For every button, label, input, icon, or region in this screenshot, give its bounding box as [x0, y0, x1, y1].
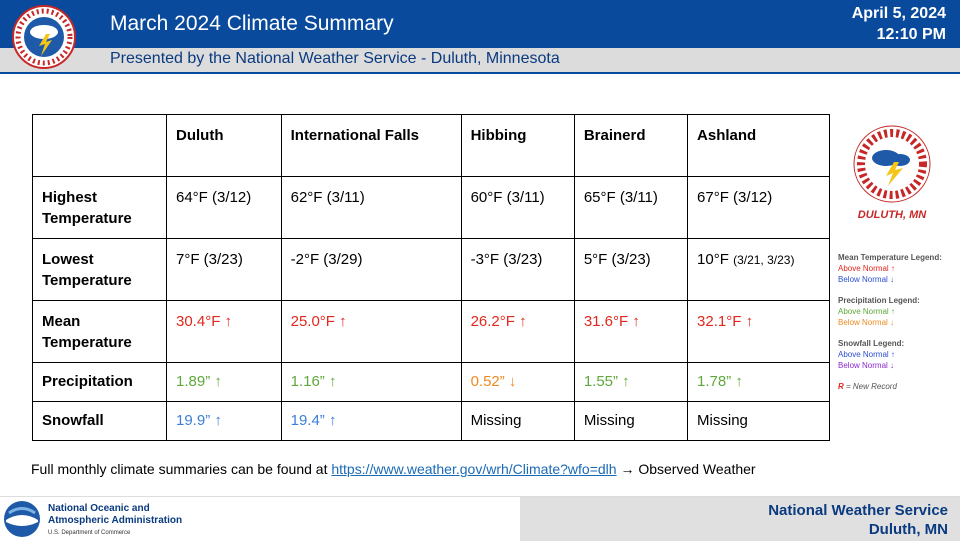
legend-snow-above: Above Normal ↑	[838, 350, 895, 359]
row-label: Mean Temperature	[33, 301, 167, 363]
nws-footer-line2: Duluth, MN	[868, 521, 948, 538]
table-cell: 5°F (3/23)	[574, 239, 687, 301]
table-row	[33, 177, 830, 239]
report-time: 12:10 PM	[876, 26, 946, 43]
logo-caption: DULUTH, MN	[857, 209, 927, 221]
nws-duluth-logo-icon	[848, 120, 936, 224]
legend-precip-title: Precipitation Legend:	[838, 296, 920, 305]
cell-value: 10°F	[697, 251, 729, 268]
noaa-line1: National Oceanic and	[48, 503, 150, 514]
column-header: Duluth	[167, 115, 282, 177]
table-cell: 26.2°F ↑	[461, 301, 574, 363]
legend-record-text: = New Record	[843, 382, 897, 391]
legend-mean-above: Above Normal ↑	[838, 264, 895, 273]
noaa-dept: U.S. Department of Commerce	[48, 530, 131, 536]
table-cell: 1.89” ↑	[167, 363, 282, 402]
column-header: Ashland	[688, 115, 830, 177]
row-label: Precipitation	[33, 363, 167, 402]
table-cell: 7°F (3/23)	[167, 239, 282, 301]
column-header: Brainerd	[574, 115, 687, 177]
header	[0, 0, 960, 72]
table-cell: 65°F (3/11)	[574, 177, 687, 239]
legend	[838, 252, 956, 392]
date-time	[852, 3, 946, 45]
table-cell: 25.0°F ↑	[281, 301, 461, 363]
table-cell: Missing	[688, 402, 830, 441]
footnote-suffix: → Observed Weather	[616, 461, 756, 477]
footer-right-panel	[520, 497, 960, 541]
table-cell: 19.4” ↑	[281, 402, 461, 441]
footnote	[31, 461, 756, 477]
nws-logo-icon	[6, 4, 82, 70]
table-row	[33, 301, 830, 363]
table-cell: 1.16” ↑	[281, 363, 461, 402]
noaa-logo-icon	[3, 500, 41, 538]
row-label: Lowest Temperature	[33, 239, 167, 301]
table-cell: 64°F (3/12)	[167, 177, 282, 239]
table-cell: 32.1°F ↑	[688, 301, 830, 363]
row-label: Highest Temperature	[33, 177, 167, 239]
table-cell: 60°F (3/11)	[461, 177, 574, 239]
nws-footer-text	[768, 501, 948, 539]
legend-mean-title: Mean Temperature Legend:	[838, 253, 942, 262]
climate-link[interactable]: https://www.weather.gov/wrh/Climate?wfo=dlh	[331, 461, 617, 477]
legend-snow-below: Below Normal ↓	[838, 361, 895, 370]
table-cell: 1.55” ↑	[574, 363, 687, 402]
column-header: Hibbing	[461, 115, 574, 177]
noaa-line2: Atmospheric Administration	[48, 515, 183, 526]
climate-table	[32, 114, 830, 441]
footnote-text: Full monthly climate summaries can be found at	[31, 461, 332, 477]
table-header-row	[33, 115, 830, 177]
table-corner-cell	[33, 115, 167, 177]
table-cell: 19.9” ↑	[167, 402, 282, 441]
noaa-name	[48, 503, 182, 539]
table-cell: 31.6°F ↑	[574, 301, 687, 363]
table-cell: 1.78” ↑	[688, 363, 830, 402]
legend-mean-below: Below Normal ↓	[838, 275, 895, 284]
table-cell	[688, 239, 830, 301]
table-row	[33, 363, 830, 402]
footer	[0, 496, 960, 541]
table-cell: 67°F (3/12)	[688, 177, 830, 239]
legend-record	[838, 381, 956, 392]
table-cell: Missing	[574, 402, 687, 441]
column-header: International Falls	[281, 115, 461, 177]
table-cell: 30.4°F ↑	[167, 301, 282, 363]
table-row	[33, 239, 830, 301]
table-cell: 0.52” ↓	[461, 363, 574, 402]
table-cell: -3°F (3/23)	[461, 239, 574, 301]
report-date: April 5, 2024	[851, 5, 946, 22]
cell-note: (3/21, 3/23)	[733, 253, 795, 267]
table-cell: Missing	[461, 402, 574, 441]
table-cell: -2°F (3/29)	[281, 239, 461, 301]
page-title: March 2024 Climate Summary	[110, 12, 394, 35]
table-row	[33, 402, 830, 441]
legend-record-letter: R	[838, 382, 844, 391]
legend-precip-below: Below Normal ↓	[838, 318, 895, 327]
nws-footer-line1: National Weather Service	[768, 502, 948, 519]
legend-snow-title: Snowfall Legend:	[838, 339, 905, 348]
legend-precip-above: Above Normal ↑	[838, 307, 895, 316]
page-subtitle: Presented by the National Weather Service - Duluth, Minnesota	[110, 50, 560, 67]
table-cell: 62°F (3/11)	[281, 177, 461, 239]
row-label: Snowfall	[33, 402, 167, 441]
